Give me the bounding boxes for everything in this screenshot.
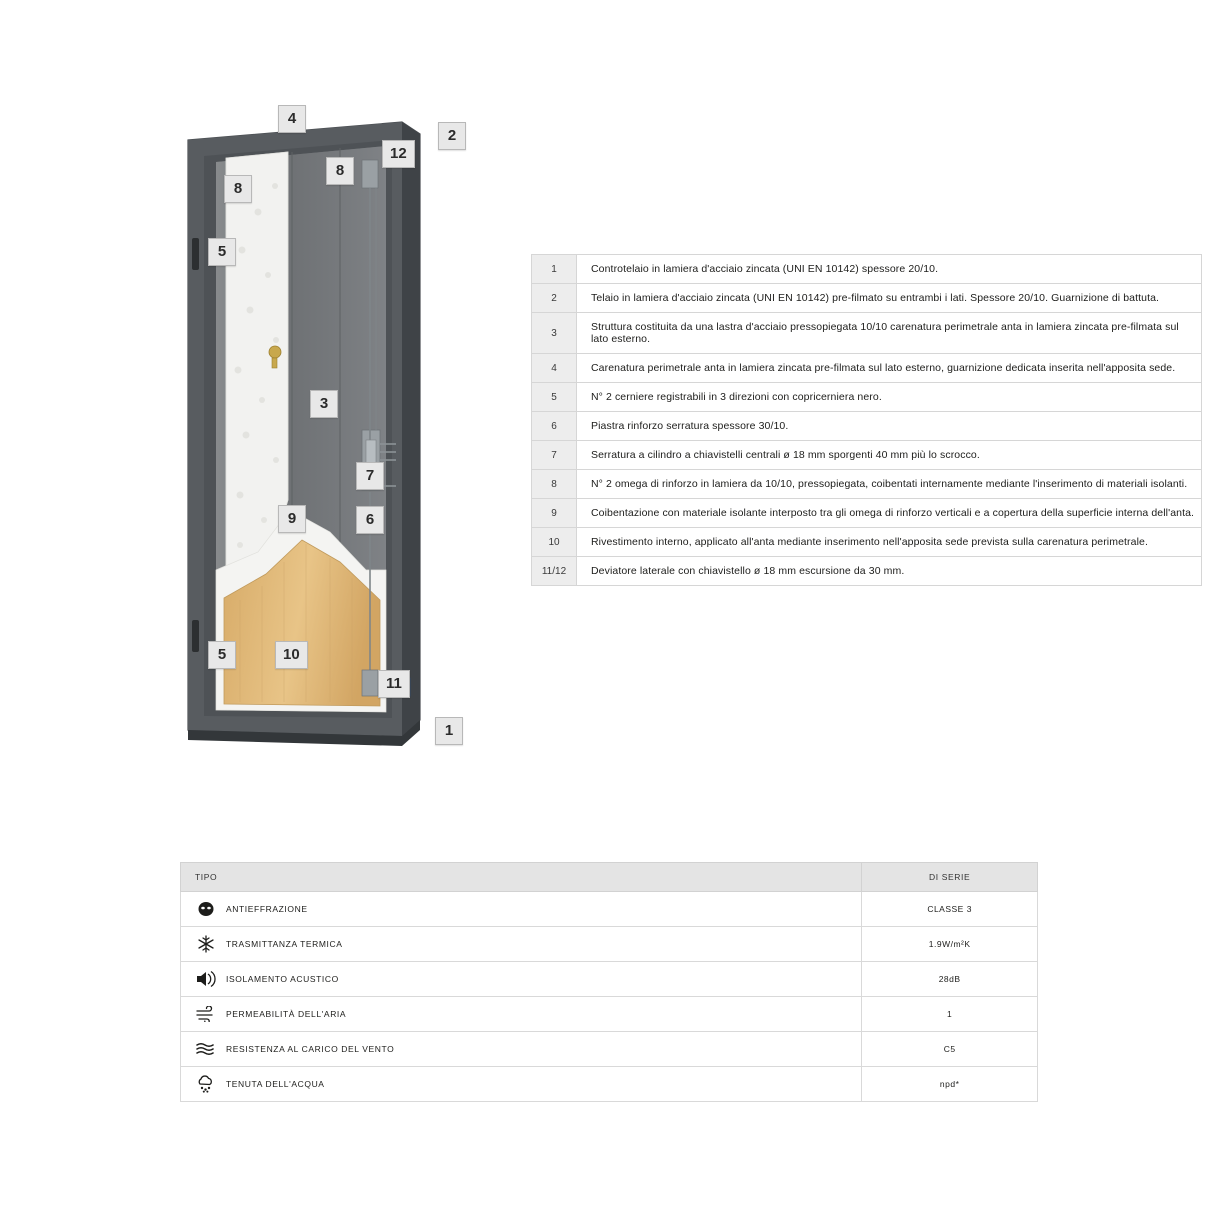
spec-value: 1.9W/m²K <box>862 927 1038 962</box>
legend-number: 10 <box>532 528 577 557</box>
legend-text: N° 2 omega di rinforzo in lamiera da 10/10, pressopiegata, coibentati internamente mediante l'inserimento di materiali isolanti. <box>577 470 1202 499</box>
legend-text: Telaio in lamiera d'acciaio zincata (UNI EN 10142) pre-filmato su entrambi i lati. Spessore 20/10. Guarnizione di battuta. <box>577 284 1202 313</box>
legend-row <box>532 383 1202 412</box>
legend-text: Carenatura perimetrale anta in lamiera zincata pre-filmata sul lato esterno, guarnizione dedicata inserita nell'apposita sede. <box>577 354 1202 383</box>
callout-2: 2 <box>438 122 466 150</box>
callout-10: 10 <box>275 641 308 669</box>
legend-number: 1 <box>532 255 577 284</box>
spec-label: ISOLAMENTO ACUSTICO <box>226 974 339 984</box>
callout-4: 4 <box>278 105 306 133</box>
callout-9: 9 <box>278 505 306 533</box>
spec-row <box>181 997 1038 1032</box>
legend-table <box>531 254 1202 586</box>
legend-row <box>532 499 1202 528</box>
snowflake-icon <box>195 933 217 955</box>
spec-row <box>181 1032 1038 1067</box>
spec-header-serie: DI SERIE <box>862 863 1038 892</box>
legend-text: Struttura costituita da una lastra d'acciaio pressopiegata 10/10 carenatura perimetrale anta in lamiera zincata pre-filmata sul lato esterno. <box>577 313 1202 354</box>
security-door-exploded-view <box>180 100 480 760</box>
legend-row <box>532 313 1202 354</box>
callout-5-top: 5 <box>208 238 236 266</box>
callout-11: 11 <box>378 670 410 698</box>
legend-row <box>532 354 1202 383</box>
rain-cloud-icon <box>195 1073 217 1095</box>
legend-number: 2 <box>532 284 577 313</box>
spec-header-row <box>181 863 1038 892</box>
legend-text: Deviatore laterale con chiavistello ø 18 mm escursione da 30 mm. <box>577 557 1202 586</box>
spec-row <box>181 892 1038 927</box>
wind-waves-icon <box>195 1038 217 1060</box>
callout-8-left: 8 <box>224 175 252 203</box>
sound-wave-icon <box>195 968 217 990</box>
spec-value: 28dB <box>862 962 1038 997</box>
legend-text: Coibentazione con materiale isolante interposto tra gli omega di rinforzo verticali e a copertura della superficie interna dell'anta. <box>577 499 1202 528</box>
spec-value: npd* <box>862 1067 1038 1102</box>
spec-row <box>181 1067 1038 1102</box>
burglar-mask-icon <box>195 898 217 920</box>
legend-row <box>532 528 1202 557</box>
legend-text: Controtelaio in lamiera d'acciaio zincata (UNI EN 10142) spessore 20/10. <box>577 255 1202 284</box>
legend-number: 8 <box>532 470 577 499</box>
legend-text: Piastra rinforzo serratura spessore 30/10. <box>577 412 1202 441</box>
spec-row <box>181 962 1038 997</box>
callout-8-right: 8 <box>326 157 354 185</box>
air-flow-icon <box>195 1003 217 1025</box>
legend-row <box>532 470 1202 499</box>
spec-label: ANTIEFFRAZIONE <box>226 904 308 914</box>
legend-number: 7 <box>532 441 577 470</box>
spec-label: TRASMITTANZA TERMICA <box>226 939 343 949</box>
callout-5-bottom: 5 <box>208 641 236 669</box>
spec-label: PERMEABILITÀ DELL'ARIA <box>226 1009 347 1019</box>
callout-1: 1 <box>435 717 463 745</box>
legend-row <box>532 441 1202 470</box>
legend-row <box>532 557 1202 586</box>
legend-number: 5 <box>532 383 577 412</box>
spec-header-tipo: TIPO <box>181 863 862 892</box>
legend-row <box>532 255 1202 284</box>
spec-label: TENUTA DELL'ACQUA <box>226 1079 325 1089</box>
legend-number: 6 <box>532 412 577 441</box>
legend-text: N° 2 cerniere registrabili in 3 direzioni con copricerniera nero. <box>577 383 1202 412</box>
specifications-table <box>180 862 1038 1102</box>
legend-number: 9 <box>532 499 577 528</box>
legend-number: 11/12 <box>532 557 577 586</box>
legend-text: Rivestimento interno, applicato all'anta mediante inserimento nell'apposita sede prevista sulla carenatura perimetrale. <box>577 528 1202 557</box>
callout-12: 12 <box>382 140 415 168</box>
spec-value: 1 <box>862 997 1038 1032</box>
spec-label: RESISTENZA AL CARICO DEL VENTO <box>226 1044 395 1054</box>
callout-7: 7 <box>356 462 384 490</box>
spec-row <box>181 927 1038 962</box>
legend-row <box>532 412 1202 441</box>
spec-value: CLASSE 3 <box>862 892 1038 927</box>
legend-row <box>532 284 1202 313</box>
callout-3: 3 <box>310 390 338 418</box>
spec-value: C5 <box>862 1032 1038 1067</box>
legend-number: 4 <box>532 354 577 383</box>
callout-6: 6 <box>356 506 384 534</box>
legend-text: Serratura a cilindro a chiavistelli centrali ø 18 mm sporgenti 40 mm più lo scrocco. <box>577 441 1202 470</box>
legend-number: 3 <box>532 313 577 354</box>
